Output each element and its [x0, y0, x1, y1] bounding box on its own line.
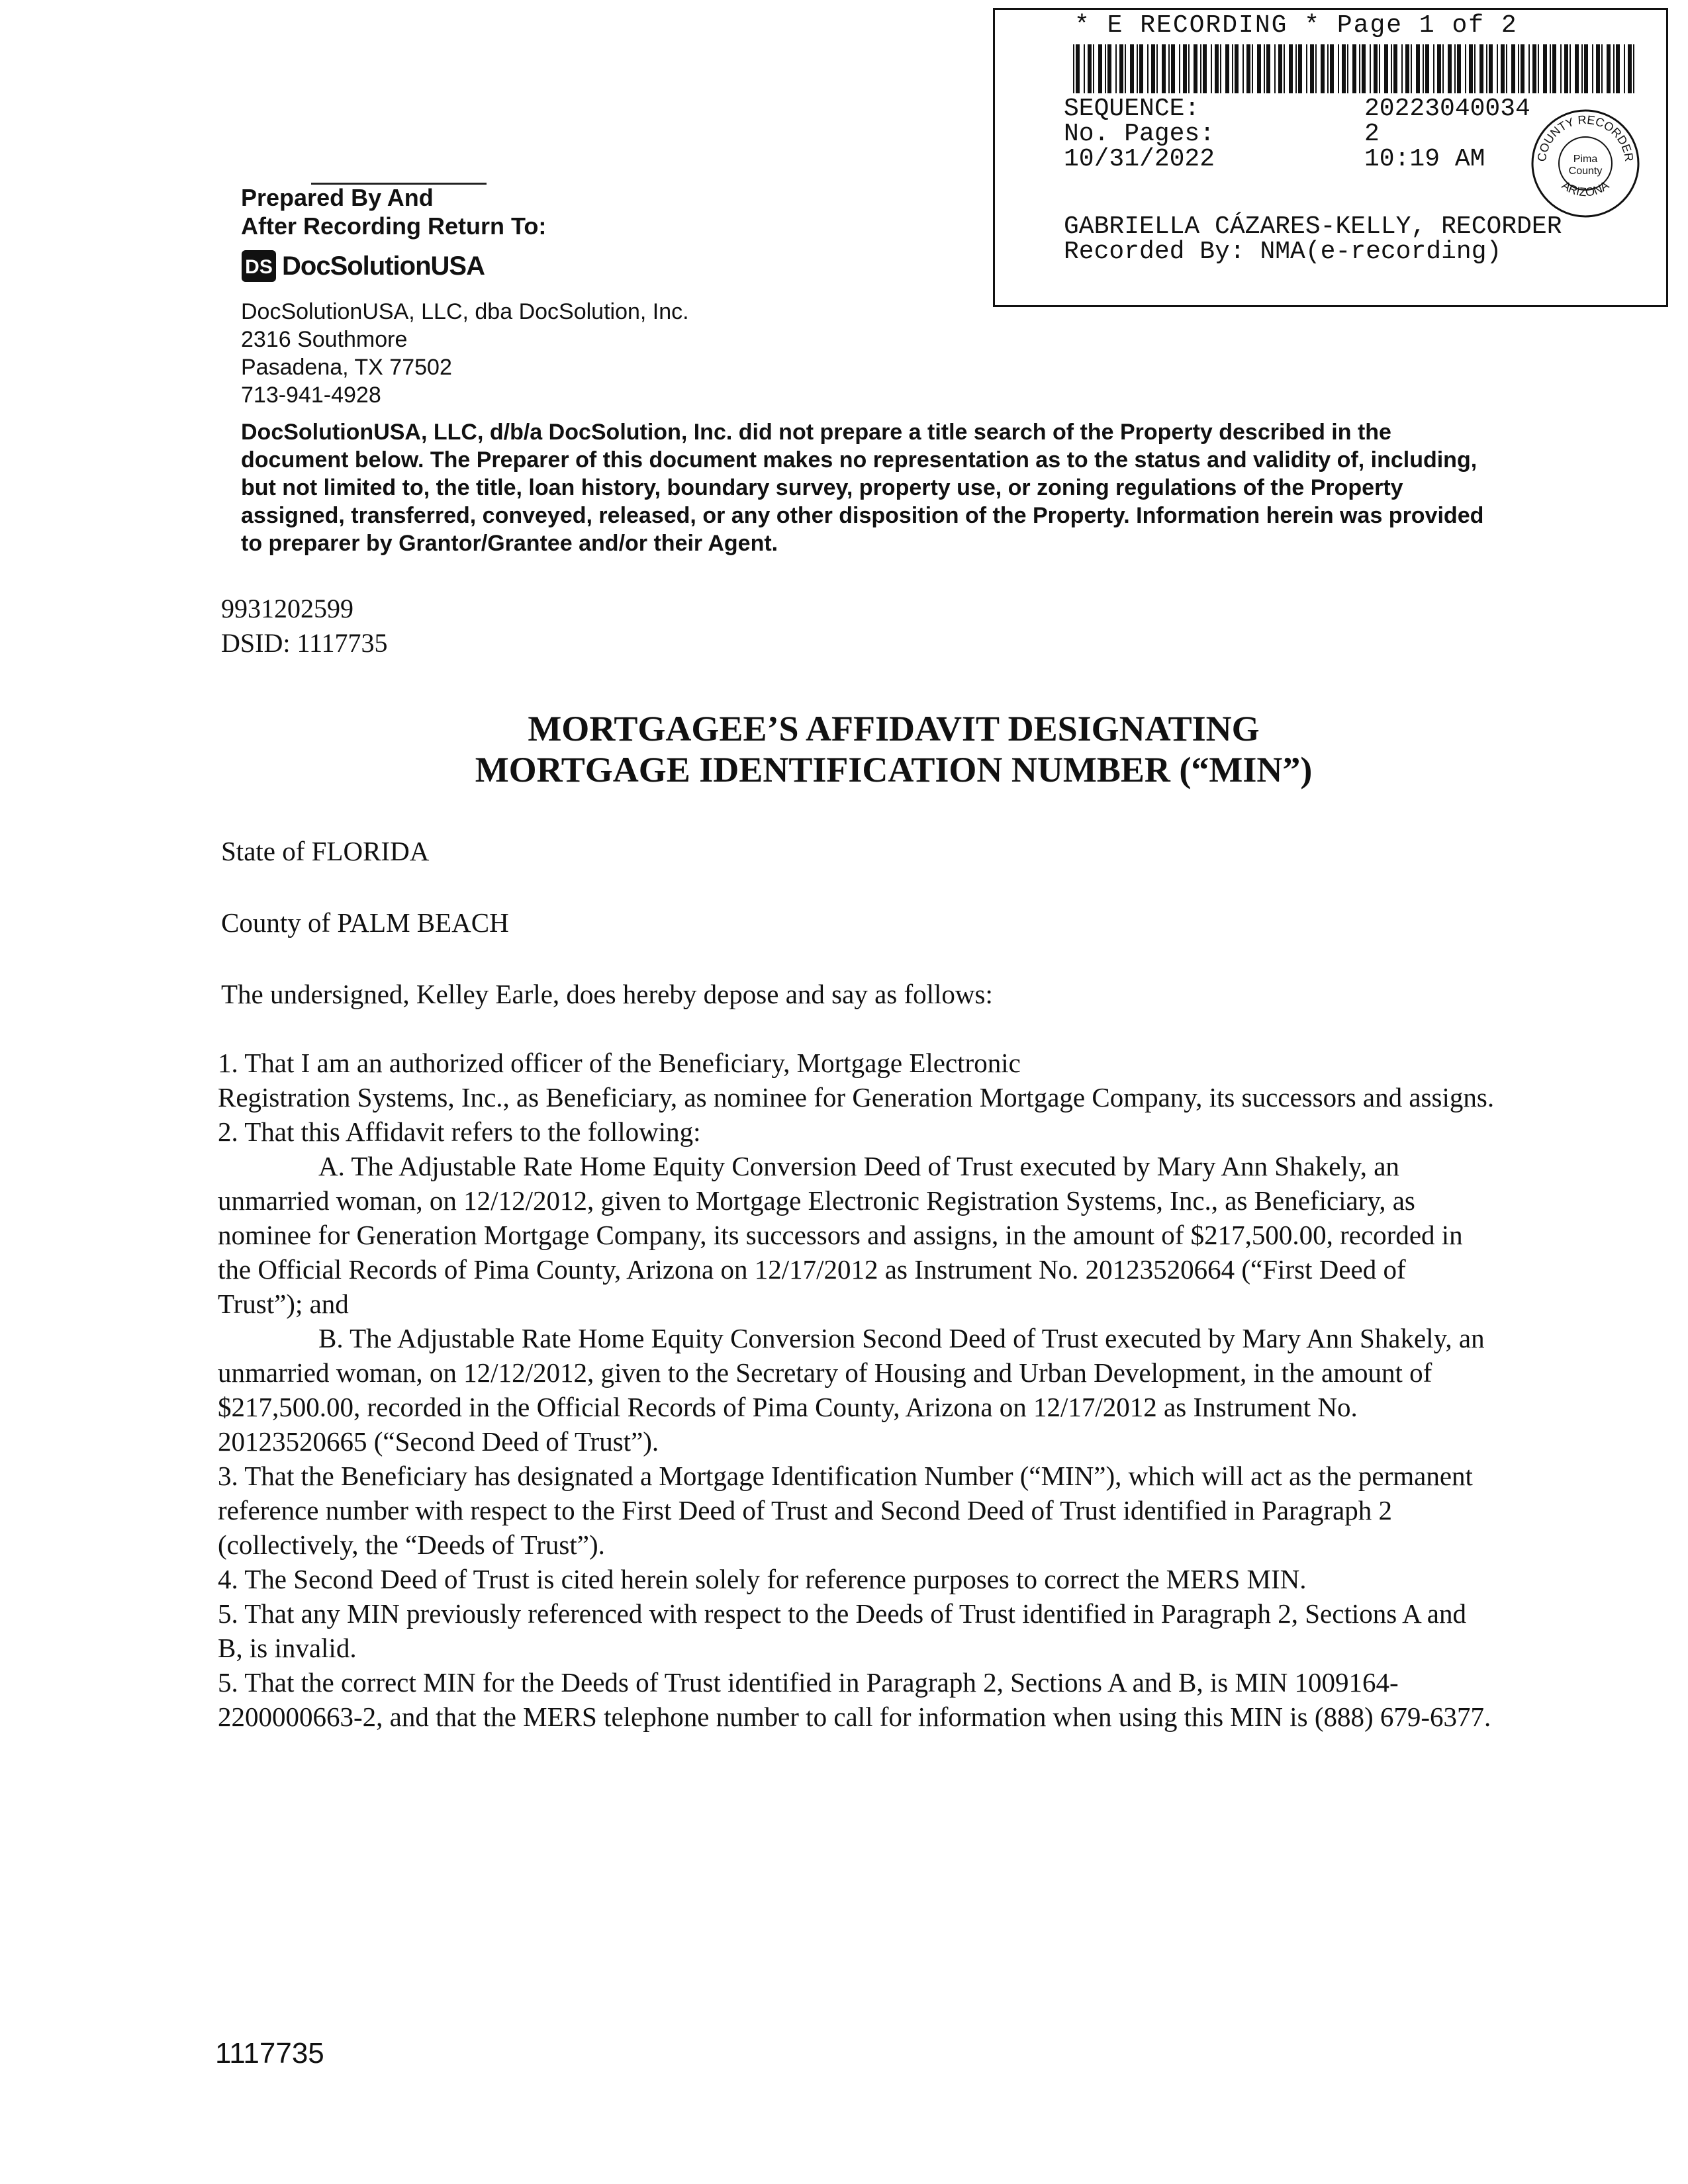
dsid: DSID: 1117735: [221, 628, 388, 658]
recording-date: 10/31/2022: [1064, 145, 1215, 173]
ds-logo-letters: DS: [245, 256, 273, 278]
docsolution-logo: [241, 248, 485, 285]
item-5a: 5. That any MIN previously referenced with respect to the Deeds of Trust identified in Paragraph 2, Sections A and B, is invalid.: [218, 1598, 1466, 1663]
county-line: County of PALM BEACH: [221, 907, 509, 938]
address-line-2: 2316 Southmore: [241, 327, 408, 352]
phone-number: 713-941-4928: [241, 383, 381, 408]
item-2a: A. The Adjustable Rate Home Equity Conversion Deed of Trust executed by Mary Ann Shakely, an unmarried woman, on 12/12/2012, given to Mortgage Electronic Registration Systems, Inc., as Beneficiary, as nominee for Generation Mortgage Company, its successors and assigns, in the amount of $217,500.00, recorded in the Official Records of Pima County, Arizona on 12/17/2012 as Instrument No. 20123520664 (“First Deed of Trust”); and: [218, 1151, 1463, 1319]
recorder-name: GABRIELLA CÁZARES-KELLY, RECORDER: [1064, 212, 1562, 241]
address-line-3: Pasadena, TX 77502: [241, 355, 452, 380]
recording-stamp: [993, 8, 1668, 307]
recording-time: 10:19 AM: [1364, 145, 1485, 173]
logo-wordmark: DocSolutionUSA: [282, 251, 485, 281]
item-4: 4. The Second Deed of Trust is cited herein solely for reference purposes to correct the MERS MIN.: [218, 1564, 1307, 1594]
intro-line: The undersigned, Kelley Earle, does hereby depose and say as follows:: [221, 979, 993, 1009]
seal-top-text: COUNTY RECORDER: [1534, 113, 1636, 163]
ds-logo-mark: [241, 250, 277, 283]
item-2: 2. That this Affidavit refers to the following:: [218, 1116, 701, 1147]
item-2b: B. The Adjustable Rate Home Equity Conversion Second Deed of Trust executed by Mary Ann Shakely, an unmarried woman, on 12/12/2012, given to the Secretary of Housing and Urban Development, in the amount of $217,500.00, recorded in the Official Records of Pima County, Arizona on 12/17/2012 as Instrument No. 20123520665 (“Second Deed of Trust”).: [218, 1323, 1485, 1457]
sequence-value: 20223040034: [1364, 95, 1530, 123]
document-title-line-2: MORTGAGE IDENTIFICATION NUMBER (“MIN”): [475, 750, 1313, 790]
item-1-line-1: 1. That I am an authorized officer of the Beneficiary, Mortgage Electronic: [218, 1048, 1021, 1078]
svg-text:ARIZONA: [1560, 179, 1611, 199]
seal-bottom-text: ARIZONA: [1559, 178, 1612, 199]
pages-value: 2: [1364, 120, 1380, 148]
return-to-heading: After Recording Return To:: [241, 212, 547, 240]
loan-number: 9931202599: [221, 594, 353, 623]
recorded-by: Recorded By: NMA(e-recording): [1064, 238, 1502, 266]
address-line-1: DocSolutionUSA, LLC, dba DocSolution, Inc.: [241, 299, 689, 324]
sequence-label: SEQUENCE:: [1064, 95, 1200, 123]
barcode: [1073, 44, 1641, 93]
prepared-by-heading: Prepared By And: [241, 184, 434, 211]
document-title-line-1: MORTGAGEE’S AFFIDAVIT DESIGNATING: [528, 709, 1260, 749]
item-1-rest: Registration Systems, Inc., as Beneficiary, as nominee for Generation Mortgage Company, its successors and assigns.: [218, 1082, 1495, 1113]
state-line: State of FLORIDA: [221, 836, 430, 866]
preparer-disclaimer: DocSolutionUSA, LLC, d/b/a DocSolution, Inc. did not prepare a title search of the Property described in the document below. The Preparer of this document makes no representation as to the status and validity of, including, but not limited to, the title, loan history, boundary survey, property use, or zoning regulations of the Property assigned, transferred, conveyed, released, or any other disposition of the Property. Information herein was provided to preparer by Grantor/Grantee and/or their Agent.: [241, 420, 1484, 556]
footer-number: 1117735: [215, 2037, 324, 2070]
seal-center-1: Pima: [1573, 154, 1598, 165]
pages-label: No. Pages:: [1064, 120, 1215, 148]
recording-header: * E RECORDING * Page 1 of 2: [1074, 11, 1518, 40]
seal-center-2: County: [1568, 165, 1603, 177]
item-3: 3. That the Beneficiary has designated a Mortgage Identification Number (“MIN”), which will act as the permanent reference number with respect to the First Deed of Trust and Second Deed of Trust identified in Paragraph 2 (collectively, the “Deeds of Trust”).: [218, 1461, 1473, 1560]
item-5b: 5. That the correct MIN for the Deeds of Trust identified in Paragraph 2, Sections A and B, is MIN 1009164-2200000663-2, and that the MERS telephone number to call for information when using this MIN is (888) 679-6377.: [218, 1667, 1491, 1732]
county-seal: [1530, 108, 1641, 219]
affidavit-paragraphs: [218, 1046, 1495, 1734]
